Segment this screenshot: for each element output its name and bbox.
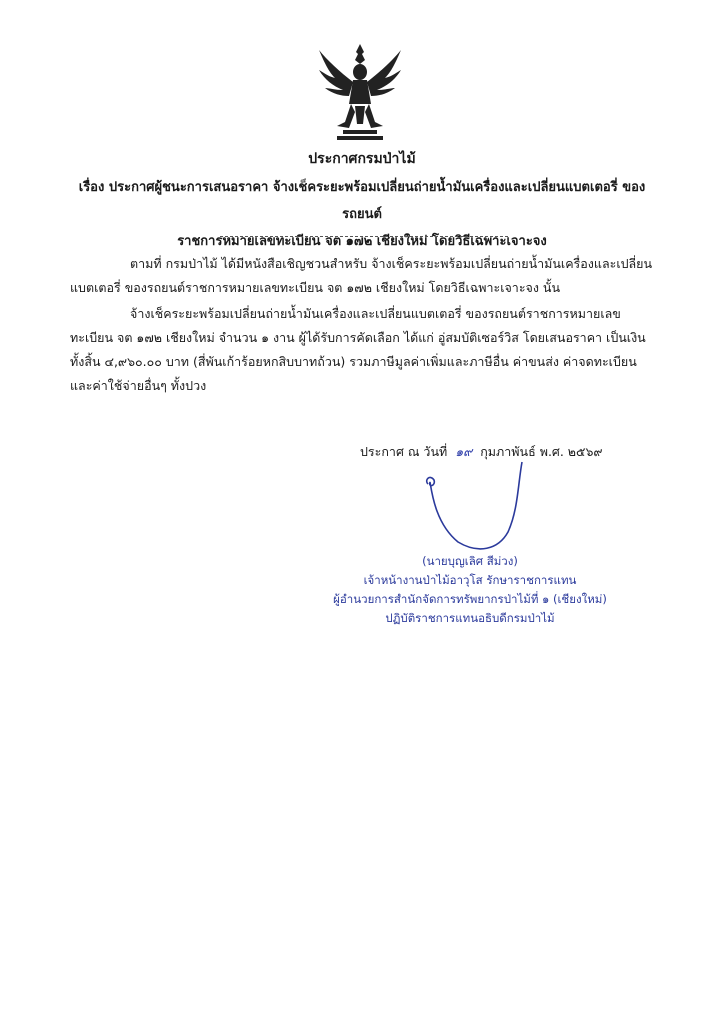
document-title: ประกาศกรมป่าไม้ — [308, 151, 416, 167]
separator-line — [220, 236, 508, 237]
signer-block — [300, 552, 640, 628]
garuda-emblem-icon — [315, 42, 405, 142]
announcement-body — [70, 252, 656, 400]
signer-position-3: ปฏิบัติราชการแทนอธิบดีกรมป่าไม้ — [385, 611, 555, 625]
subject-line-2: ราชการหมายเลขทะเบียน จต ๑๗๒ เชียงใหม่ โดยวิธีเฉพาะเจาะจง — [177, 234, 547, 249]
signer-position-2: ผู้อำนวยการสำนักจัดการทรัพยากรป่าไม้ที่ ๑ (เชียงใหม่) — [333, 592, 607, 606]
subject-heading — [60, 174, 664, 255]
date-month: กุมภาพันธ์ — [480, 444, 536, 459]
paragraph-1 — [70, 252, 656, 300]
subject-line-1: เรื่อง ประกาศผู้ชนะการเสนอราคา จ้างเช็คระยะพร้อมเปลี่ยนถ่ายน้ำมันเครื่องและเปลี่ยนแบตเตอรี่ ของรถยนต์ — [78, 180, 646, 222]
date-day: ๑๙ — [455, 444, 473, 459]
signer-position-1: เจ้าหน้างานป่าไม้อาวุโส รักษาราชการแทน — [363, 573, 577, 587]
paragraph-2 — [70, 302, 656, 398]
paragraph-1-text: ตามที่ กรมป่าไม้ ได้มีหนังสือเชิญชวนสำหรับ จ้างเช็คระยะพร้อมเปลี่ยนถ่ายน้ำมันเครื่องและเปลี่ยนแบตเตอรี่ ของรถยนต์ราชการหมายเลขทะเบียน จต ๑๗๒ เชียงใหม่ โดยวิธีเฉพาะเจาะจง นั้น — [70, 256, 653, 295]
paragraph-2-text: จ้างเช็คระยะพร้อมเปลี่ยนถ่ายน้ำมันเครื่องและเปลี่ยนแบตเตอรี่ ของรถยนต์ราชการหมายเลขทะเบียน จต ๑๗๒ เชียงใหม่ จำนวน ๑ งาน ผู้ได้รับการคัดเลือก ได้แก่ อู่สมบัติเซอร์วิส โดยเสนอราคา เป็นเงินทั้งสิ้น ๔,๙๖๐.๐๐ บาท (สี่พันเก้าร้อยหกสิบบาทถ้วน) รวมภาษีมูลค่าเพิ่มและภาษีอื่น ค่าขนส่ง ค่าจดทะเบียน และค่าใช้จ่ายอื่นๆ ทั้งปวง — [70, 306, 646, 393]
signature-icon — [418, 454, 538, 559]
date-year: พ.ศ. ๒๕๖๙ — [539, 444, 603, 459]
signer-name: (นายบุญเลิศ สีม่วง) — [422, 554, 518, 568]
date-prefix: ประกาศ ณ วันที่ — [360, 444, 448, 459]
